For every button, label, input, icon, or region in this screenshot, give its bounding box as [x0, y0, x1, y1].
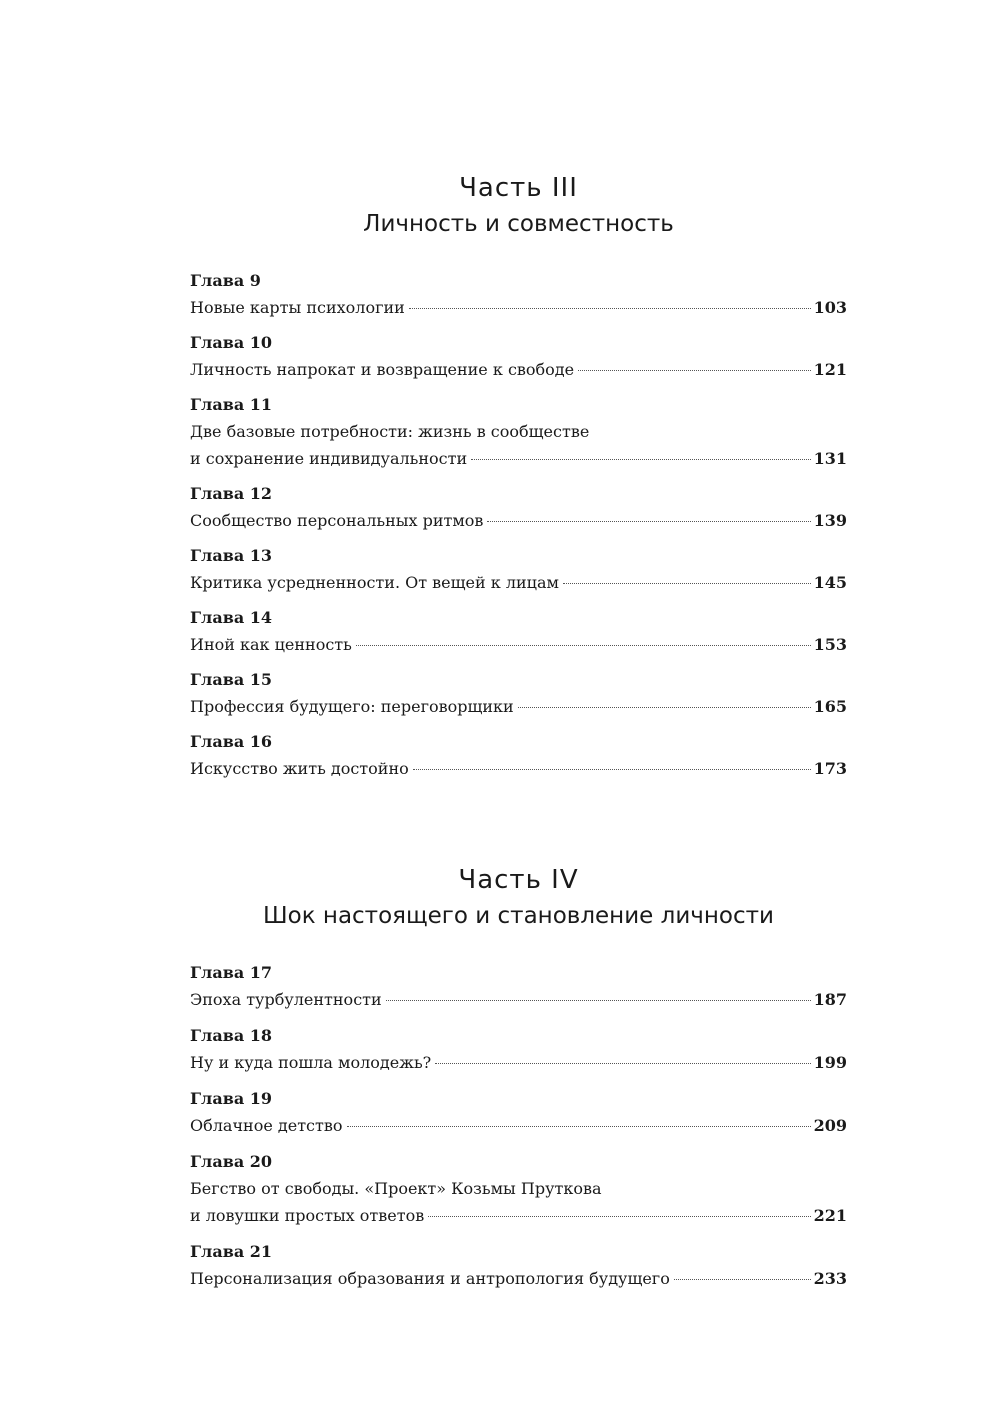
chapter-title-row — [190, 986, 847, 1013]
toc-entry — [190, 268, 847, 321]
chapter-title-row — [190, 445, 847, 472]
dot-leader — [563, 583, 811, 584]
page-number: 221 — [813, 1206, 847, 1225]
part-4 — [190, 862, 847, 1292]
dot-leader — [674, 1279, 811, 1280]
page-number: 187 — [813, 990, 847, 1009]
chapter-label: Глава 14 — [190, 608, 273, 627]
part-title: Шок настоящего и становление личности — [263, 903, 774, 929]
page-number: 199 — [813, 1053, 847, 1072]
chapter-list — [190, 268, 847, 782]
part-label: Часть IV — [458, 865, 579, 895]
toc-entry — [190, 543, 847, 596]
chapter-title: Профессия будущего: переговорщики — [190, 697, 514, 716]
chapter-title-row — [190, 1049, 847, 1076]
chapter-label: Глава 12 — [190, 484, 273, 503]
toc-entry — [190, 729, 847, 782]
toc-entry — [190, 605, 847, 658]
toc-entry — [190, 392, 847, 472]
chapter-title: Сообщество персональных ритмов — [190, 511, 484, 530]
dot-leader — [386, 1000, 811, 1001]
toc-entry — [190, 330, 847, 383]
page-number: 209 — [813, 1116, 847, 1135]
dot-leader — [347, 1126, 811, 1127]
toc-entry — [190, 481, 847, 534]
page-number: 153 — [813, 635, 847, 654]
page-number: 173 — [813, 759, 847, 778]
toc-entry — [190, 667, 847, 720]
page-number: 139 — [813, 511, 847, 530]
chapter-label: Глава 18 — [190, 1026, 273, 1045]
chapter-title-row — [190, 356, 847, 383]
chapter-title: Эпоха турбулентности — [190, 990, 382, 1009]
chapter-title: Критика усредненности. От вещей к лицам — [190, 573, 559, 592]
chapter-label: Глава 20 — [190, 1152, 273, 1171]
chapter-label: Глава 16 — [190, 732, 273, 751]
chapter-label: Глава 10 — [190, 333, 273, 352]
toc-entry — [190, 960, 847, 1013]
part-title: Личность и совместность — [363, 211, 674, 237]
dot-leader — [518, 707, 811, 708]
page-number: 165 — [813, 697, 847, 716]
chapter-title: и сохранение индивидуальности — [190, 449, 468, 468]
page-number: 145 — [813, 573, 847, 592]
chapter-title: Новые карты психологии — [190, 298, 405, 317]
dot-leader — [435, 1063, 810, 1064]
chapter-title-line: Две базовые потребности: жизнь в сообществе — [190, 422, 590, 441]
chapter-title-row — [190, 294, 847, 321]
chapter-label: Глава 9 — [190, 271, 261, 290]
part-3 — [190, 170, 847, 782]
chapter-title-line: Бегство от свободы. «Проект» Козьмы Пруткова — [190, 1179, 602, 1198]
page-number: 121 — [813, 360, 847, 379]
chapter-title-row — [190, 693, 847, 720]
page-number: 131 — [813, 449, 847, 468]
chapter-label: Глава 21 — [190, 1242, 273, 1261]
chapter-title-row — [190, 1265, 847, 1292]
part-label: Часть III — [459, 173, 578, 203]
toc-entry — [190, 1023, 847, 1076]
toc-entry — [190, 1149, 847, 1229]
chapter-label: Глава 13 — [190, 546, 273, 565]
chapter-title: Ну и куда пошла молодежь? — [190, 1053, 432, 1072]
chapter-label: Глава 17 — [190, 963, 273, 982]
dot-leader — [471, 459, 810, 460]
chapter-title: Личность напрокат и возвращение к свободе — [190, 360, 575, 379]
dot-leader — [487, 521, 810, 522]
chapter-title-row — [190, 1112, 847, 1139]
chapter-title: Облачное детство — [190, 1116, 343, 1135]
chapter-title: Иной как ценность — [190, 635, 352, 654]
dot-leader — [409, 308, 811, 309]
chapter-title: Персонализация образования и антропология будущего — [190, 1269, 670, 1288]
page-number: 103 — [813, 298, 847, 317]
chapter-title-row — [190, 507, 847, 534]
dot-leader — [356, 645, 811, 646]
chapter-title: Искусство жить достойно — [190, 759, 409, 778]
chapter-list — [190, 960, 847, 1292]
toc-entry — [190, 1239, 847, 1292]
chapter-title-row — [190, 569, 847, 596]
dot-leader — [413, 769, 811, 770]
chapter-title: и ловушки простых ответов — [190, 1206, 425, 1225]
chapter-label: Глава 11 — [190, 395, 273, 414]
chapter-label: Глава 19 — [190, 1089, 273, 1108]
page-number: 233 — [813, 1269, 847, 1288]
dot-leader — [578, 370, 810, 371]
toc-entry — [190, 1086, 847, 1139]
dot-leader — [428, 1216, 810, 1217]
chapter-title-row — [190, 631, 847, 658]
chapter-label: Глава 15 — [190, 670, 273, 689]
chapter-title-row — [190, 1202, 847, 1229]
chapter-title-row — [190, 755, 847, 782]
